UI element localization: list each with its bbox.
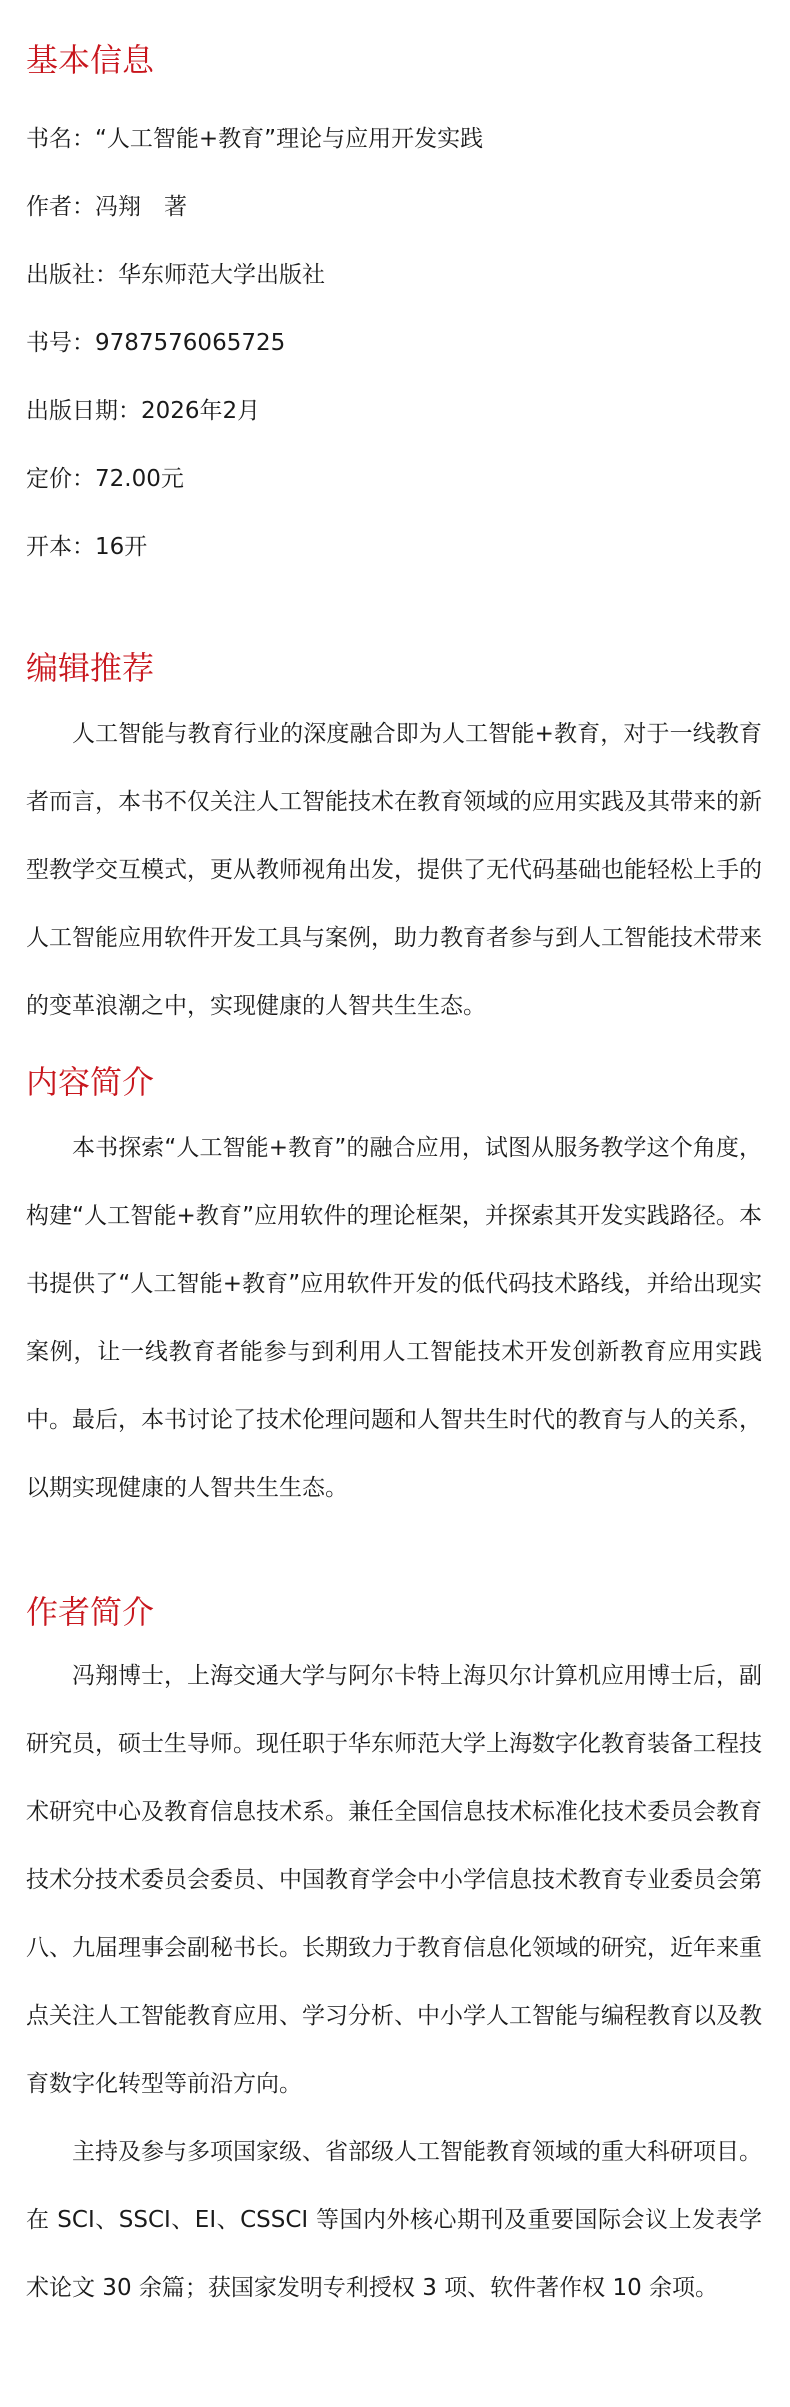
content-summary-title: 内容简介 [26,1063,155,1101]
book-title-line: 书名：“人工智能+教育”理论与应用开发实践 [26,126,484,152]
basic-info-section [26,0,762,600]
publish-date-line: 出版日期：2026年2月 [26,398,261,424]
basic-info-list [26,124,762,600]
editor-recommendation-paragraph: 人工智能与教育行业的深度融合即为人工智能+教育，对于一线教育者而言，本书不仅关注人工智能技术在教育领域的应用实践及其带来的新型教学交互模式，更从教师视角出发，提供了无代码基础也能轻松上手的人工智能应用软件开发工具与案例，助力教育者参与到人工智能技术带来的变革浪潮之中，实现健康的人智共生生态。 [26,721,762,1019]
isbn-line: 书号：9787576065725 [26,330,286,356]
price-line: 定价：72.00元 [26,466,184,492]
author-bio-title: 作者简介 [26,1593,155,1631]
publisher-line: 出版社：华东师范大学出版社 [26,262,325,288]
content-summary-paragraph: 本书探索“人工智能+教育”的融合应用，试图从服务教学这个角度，构建“人工智能+教育”应用软件的理论框架，并探索其开发实践路径。本书提供了“人工智能+教育”应用软件开发的低代码技术路线，并给出现实案例，让一线教育者能参与到利用人工智能技术开发创新教育应用实践中。最后，本书讨论了技术伦理问题和人智共生时代的教育与人的关系，以期实现健康的人智共生生态。 [26,1135,762,1501]
editor-recommendation-title: 编辑推荐 [26,649,155,687]
editor-recommendation-section [26,648,762,1040]
author-line: 作者：冯翔 著 [26,194,187,220]
author-bio-section [26,1592,762,2322]
basic-info-title: 基本信息 [26,41,155,79]
author-bio-paragraph: 冯翔博士，上海交通大学与阿尔卡特上海贝尔计算机应用博士后，副研究员，硕士生导师。现任职于华东师范大学上海数字化教育装备工程技术研究中心及教育信息技术系。兼任全国信息技术标准化技术委员会教育技术分技术委员会委员、中国教育学会中小学信息技术教育专业委员会第八、九届理事会副秘书长。长期致力于教育信息化领域的研究，近年来重点关注人工智能教育应用、学习分析、中小学人工智能与编程教育以及教育数字化转型等前沿方向。 [26,1663,762,2097]
author-bio-paragraph: 主持及参与多项国家级、省部级人工智能教育领域的重大科研项目。在 SCI、SSCI、EI、CSSCI 等国内外核心期刊及重要国际会议上发表学术论文 30 余篇；获国家发明专利授权 3 项、软件著作权 10 余项。 [26,2139,762,2301]
content-summary-section [26,1062,762,1522]
format-line: 开本：16开 [26,534,148,560]
